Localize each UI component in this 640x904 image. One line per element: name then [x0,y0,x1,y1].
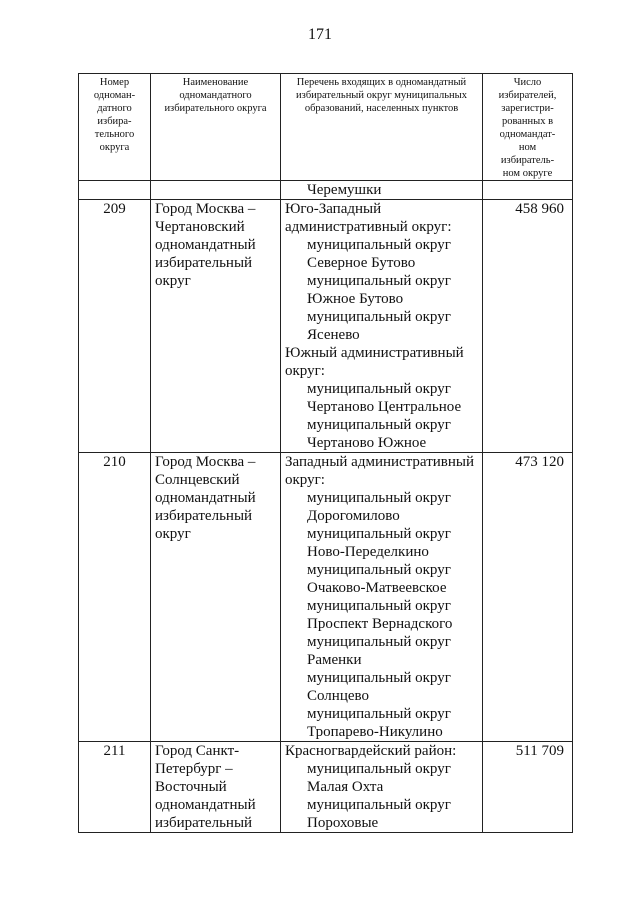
composition-line: муниципальный округ [307,273,451,289]
composition-line: Тропарево-Никулино [307,724,443,740]
composition-line: муниципальный округ [307,562,451,578]
name-line: округ [155,526,191,542]
composition-line: муниципальный округ [307,761,451,777]
header-line: одномандатного [179,90,252,101]
composition-line: муниципальный округ [307,670,451,686]
district-composition [281,200,483,453]
name-line: одномандатный [155,797,256,813]
composition-line: Дорогомилово [307,508,400,524]
header-line: избирательный округ муниципальных [296,90,467,101]
composition-line: муниципальный округ [307,706,451,722]
header-line: Номер [99,77,130,88]
composition-line: Чертаново Центральное [307,399,462,415]
composition-line: Южное Бутово [307,291,404,307]
continuation-row [79,181,573,200]
composition-line: муниципальный округ [307,381,451,397]
district-number: 210 [79,453,151,742]
name-line: избирательный [155,815,253,831]
column-header [483,74,573,181]
composition-line: Пороховые [307,815,379,831]
column-header [151,74,281,181]
voter-count: 458 960 [483,200,573,453]
header-line: избирательного округа [164,103,267,114]
header-line: рованных в [501,116,554,127]
composition-line: муниципальный округ [307,526,451,542]
header-line: образований, населенных пунктов [304,103,459,114]
composition-line: Ново-Переделкино [307,544,429,560]
header-line: избирателей, [498,90,557,101]
composition-line: Западный административный [285,454,475,470]
voter-count: 511 709 [483,742,573,833]
composition-line: муниципальный округ [307,309,451,325]
composition-line: Юго-Западный [285,201,382,217]
composition-line: административный округ: [285,219,452,235]
name-line: избирательный [155,508,253,524]
table-row [79,200,573,453]
composition-line: муниципальный округ [307,598,451,614]
district-name [151,453,281,742]
composition-line: Северное Бутово [307,255,416,271]
district-composition [281,453,483,742]
composition-line: муниципальный округ [307,490,451,506]
name-line: Петербург – [155,761,233,777]
composition-line: округ: [285,472,325,488]
composition-line: Чертаново Южное [307,435,427,451]
district-composition [281,742,483,833]
composition-line: муниципальный округ [307,634,451,650]
header-line: избира- [97,116,132,127]
column-header [79,74,151,181]
composition-line: Южный административный [285,345,464,361]
district-number: 209 [79,200,151,453]
composition-line: Раменки [307,652,362,668]
header-line: округа [99,142,130,153]
name-line: Восточный [155,779,227,795]
column-header [281,74,483,181]
name-line: избирательный [155,255,253,271]
composition-line: округ: [285,363,325,379]
name-line: Чертановский [155,219,245,235]
header-line: ном [518,142,537,153]
name-line: Город Санкт- [155,743,240,759]
header-line: одномандат- [499,129,556,140]
header-line: зарегистри- [501,103,554,114]
name-line: Солнцевский [155,472,240,488]
header-line: тельного [94,129,135,140]
composition-line: Красногвардейский район: [285,743,457,759]
districts-table [78,73,573,833]
name-line: Город Москва – [155,454,256,470]
header-line: избиратель- [500,155,555,166]
header-line: одноман- [93,90,136,101]
continuation-cell: Черемушки [281,181,483,200]
name-line: Город Москва – [155,201,256,217]
composition-line: Проспект Вернадского [307,616,453,632]
table-row [79,453,573,742]
header-row [79,74,573,181]
composition-line: муниципальный округ [307,417,451,433]
table-row [79,742,573,833]
composition-line: Малая Охта [307,779,384,795]
composition-line: Солнцево [307,688,369,704]
name-line: одномандатный [155,237,256,253]
district-name [151,200,281,453]
composition-line: муниципальный округ [307,797,451,813]
name-line: округ [155,273,191,289]
name-line: одномандатный [155,490,256,506]
composition-line: муниципальный округ [307,237,451,253]
header-line: Перечень входящих в одномандатный [296,77,467,88]
page-number: 171 [308,26,332,43]
header-line: Наименование [182,77,249,88]
header-line: датного [97,103,132,114]
district-number: 211 [79,742,151,833]
voter-count: 473 120 [483,453,573,742]
composition-line: Очаково-Матвеевское [307,580,447,596]
header-line: ном округе [502,168,553,179]
district-name [151,742,281,833]
composition-line: Ясенево [307,327,360,343]
header-line: Число [513,77,542,88]
